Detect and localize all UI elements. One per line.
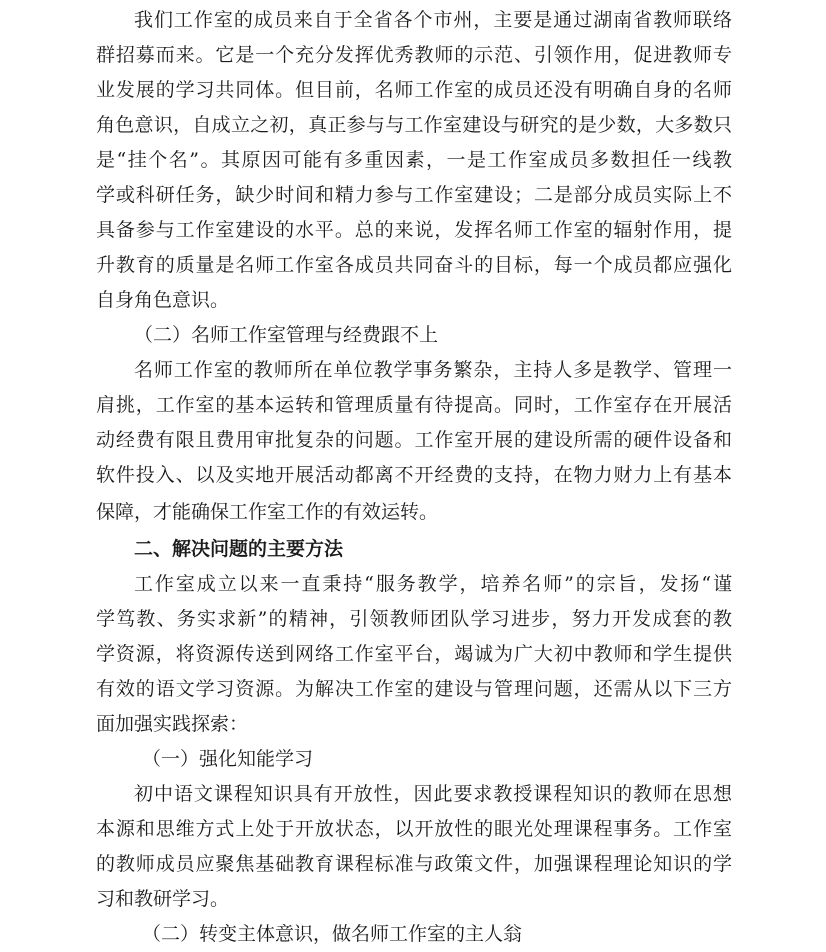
- paragraph-line: 业发展的学习共同体。但目前，名师工作室的成员还没有明确自身的名师: [96, 79, 732, 101]
- section-heading-subject: （二）转变主体意识，做名师工作室的主人翁: [142, 923, 523, 945]
- paragraph-line: 学或科研任务，缺少时间和精力参与工作室建设；二是部分成员实际上不: [96, 184, 732, 206]
- paragraph-line: 学资源，将资源传送到网络工作室平台，竭诚为广大初中教师和学生提供: [96, 643, 732, 665]
- paragraph-line: 动经费有限且费用审批复杂的问题。工作室开展的建设所需的硬件设备和: [96, 429, 732, 451]
- paragraph-line: 自身角色意识。: [96, 289, 230, 311]
- paragraph-line: 面加强实践探索：: [96, 713, 249, 735]
- paragraph-line: 肩挑，工作室的基本运转和管理质量有待提高。同时，工作室存在开展活: [96, 394, 732, 416]
- paragraph-line: 我们工作室的成员来自于全省各个市州，主要是通过湖南省教师联络: [134, 9, 732, 31]
- section-heading-management: （二）名师工作室管理与经费跟不上: [134, 324, 439, 346]
- paragraph-line: 群招募而来。它是一个充分发挥优秀教师的示范、引领作用，促进教师专: [96, 44, 732, 66]
- paragraph-line: 软件投入、以及实地开展活动都离不开经费的支持，在物力财力上有基本: [96, 464, 732, 486]
- paragraph-line: 学笃教、务实求新”的精神，引领教师团队学习进步，努力开发成套的教: [96, 608, 732, 630]
- paragraph-line: 有效的语文学习资源。为解决工作室的建设与管理问题，还需从以下三方: [96, 678, 732, 700]
- paragraph-line: 本源和思维方式上处于开放状态，以开放性的眼光处理课程事务。工作室: [96, 818, 732, 840]
- paragraph-line: 保障，才能确保工作室工作的有效运转。: [96, 501, 439, 523]
- paragraph-line: 是“挂个名”。其原因可能有多重因素，一是工作室成员多数担任一线教: [96, 149, 732, 171]
- paragraph-line: 初中语文课程知识具有开放性，因此要求教授课程知识的教师在思想: [134, 783, 732, 805]
- paragraph-line: 习和教研学习。: [96, 888, 230, 910]
- section-heading-methods: 二、解决问题的主要方法: [134, 538, 344, 560]
- paragraph-line: 角色意识，自成立之初，真正参与与工作室建设与研究的是少数，大多数只: [96, 114, 732, 136]
- paragraph-line: 升教育的质量是名师工作室各成员共同奋斗的目标，每一个成员都应强化: [96, 254, 732, 276]
- section-heading-learning: （一）强化知能学习: [142, 748, 314, 770]
- paragraph-line: 名师工作室的教师所在单位教学事务繁杂，主持人多是教学、管理一: [134, 359, 732, 381]
- paragraph-line: 具备参与工作室建设的水平。总的来说，发挥名师工作室的辐射作用，提: [96, 219, 732, 241]
- paragraph-line: 的教师成员应聚焦基础教育课程标准与政策文件，加强课程理论知识的学: [96, 853, 732, 875]
- paragraph-line: 工作室成立以来一直秉持“服务教学，培养名师”的宗旨，发扬“谨: [134, 573, 732, 595]
